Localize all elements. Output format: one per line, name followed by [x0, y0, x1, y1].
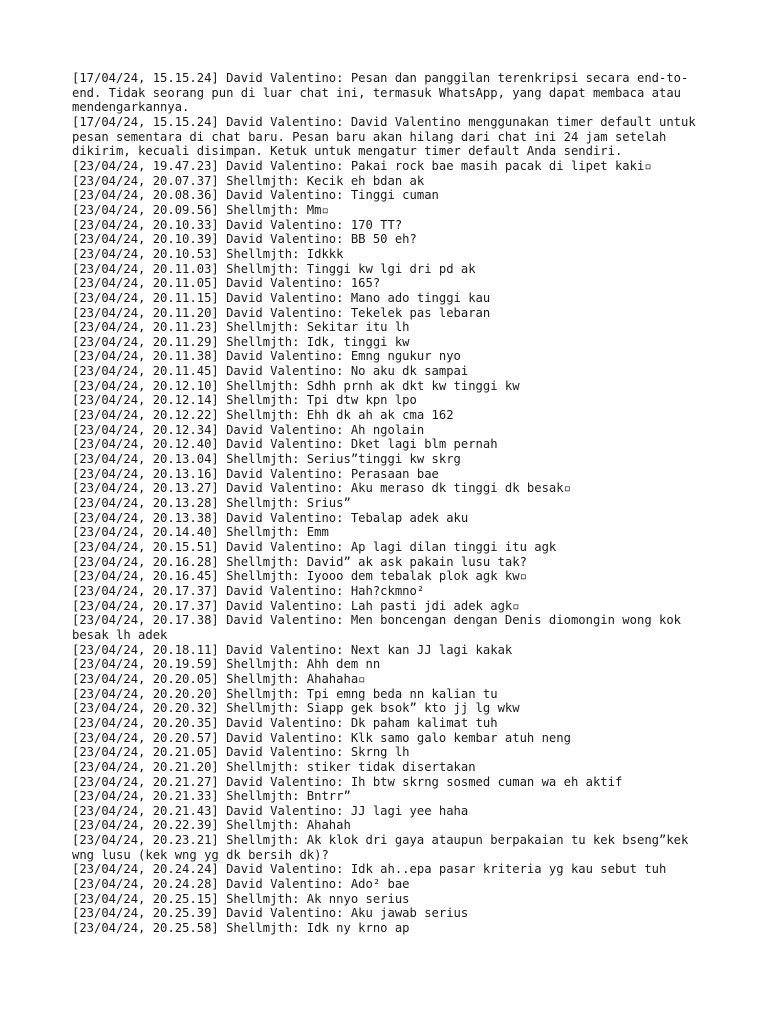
chat-message-line: [23/04/24, 20.20.32] Shellmjth: Siapp gek bsok” kto jj lg wkw [72, 701, 520, 716]
chat-message-line: [17/04/24, 15.15.24] David Valentino: David Valentino menggunakan timer default untuk pesan sementara di chat baru. Pesan baru akan hilang dari chat ini 24 jam setelah dikirim, kecuali disimpan. Ketuk untuk mengatur timer default Anda sendiri. [72, 114, 704, 159]
chat-message-line: [23/04/24, 19.47.23] David Valentino: Pakai rock bae masih pacak di lipet kaki▫ [72, 158, 652, 173]
chat-message-line: [23/04/24, 20.12.40] David Valentino: Dket lagi blm pernah [72, 437, 498, 452]
chat-message-line: [23/04/24, 20.11.38] David Valentino: Emng ngukur nyo [72, 349, 461, 364]
chat-message-line: [23/04/24, 20.13.04] Shellmjth: Serius”tinggi kw skrg [72, 452, 461, 467]
chat-message-line: [23/04/24, 20.18.11] David Valentino: Next kan JJ lagi kakak [72, 642, 513, 657]
chat-message-line: [23/04/24, 20.20.20] Shellmjth: Tpi emng beda nn kalian tu [72, 686, 498, 701]
chat-message-line: [23/04/24, 20.17.38] David Valentino: Men boncengan dengan Denis diomongin wong kok besak lh adek [72, 613, 689, 642]
chat-message-line: [23/04/24, 20.11.03] Shellmjth: Tinggi kw lgi dri pd ak [72, 261, 476, 276]
chat-message-line: [23/04/24, 20.20.05] Shellmjth: Ahahaha▫ [72, 671, 366, 686]
chat-message-line: [23/04/24, 20.25.58] Shellmjth: Idk ny krno ap [72, 921, 410, 936]
chat-message-line: [23/04/24, 20.07.37] Shellmjth: Kecik eh bdan ak [72, 173, 425, 188]
chat-message-line: [23/04/24, 20.21.27] David Valentino: Ih btw skrng sosmed cuman wa eh aktif [72, 774, 623, 789]
chat-message-line: [23/04/24, 20.12.34] David Valentino: Ah ngolain [72, 422, 425, 437]
chat-message-line: [17/04/24, 15.15.24] David Valentino: Pesan dan panggilan terenkripsi secara end-to-end. Tidak seorang pun di luar chat ini, termasuk WhatsApp, yang dapat membaca atau mendengarkannya. [72, 71, 689, 115]
chat-message-line: [23/04/24, 20.21.43] David Valentino: JJ lagi yee haha [72, 803, 469, 818]
chat-message-line: [23/04/24, 20.11.05] David Valentino: 165? [72, 276, 381, 291]
chat-message-line: [23/04/24, 20.25.39] David Valentino: Aku jawab serius [72, 906, 469, 921]
chat-message-line: [23/04/24, 20.11.29] Shellmjth: Idk, tinggi kw [72, 334, 410, 349]
chat-message-line: [23/04/24, 20.20.35] David Valentino: Dk paham kalimat tuh [72, 715, 498, 730]
chat-message-line: [23/04/24, 20.13.38] David Valentino: Tebalap adek aku [72, 510, 469, 525]
chat-message-line: [23/04/24, 20.13.16] David Valentino: Perasaan bae [72, 466, 439, 481]
chat-message-line: [23/04/24, 20.24.24] David Valentino: Idk ah..epa pasar kriteria yg kau sebut tuh [72, 862, 667, 877]
chat-message-line: [23/04/24, 20.15.51] David Valentino: Ap lagi dilan tinggi itu agk [72, 540, 557, 554]
chat-message-line: [23/04/24, 20.10.33] David Valentino: 170 TT? [72, 217, 403, 232]
chat-message-line: [23/04/24, 20.16.28] Shellmjth: David” ak ask pakain lusu tak? [72, 554, 527, 569]
chat-message-line: [23/04/24, 20.16.45] Shellmjth: Iyooo dem tebalak plok agk kw▫ [72, 569, 527, 584]
chat-message-line: [23/04/24, 20.22.39] Shellmjth: Ahahah [72, 818, 351, 833]
chat-message-line: [23/04/24, 20.20.57] David Valentino: Klk samo galo kembar atuh neng [72, 730, 571, 745]
chat-message-line: [23/04/24, 20.10.53] Shellmjth: Idkkk [72, 246, 344, 261]
chat-message-line: [23/04/24, 20.11.20] David Valentino: Tekelek pas lebaran [72, 305, 491, 320]
chat-message-line: [23/04/24, 20.14.40] Shellmjth: Emm [72, 525, 329, 540]
chat-message-line: [23/04/24, 20.21.05] David Valentino: Skrng lh [72, 745, 410, 760]
chat-transcript [72, 71, 702, 936]
chat-message-line: [23/04/24, 20.11.15] David Valentino: Mano ado tinggi kau [72, 290, 491, 305]
chat-message-line: [23/04/24, 20.25.15] Shellmjth: Ak nnyo serius [72, 891, 410, 906]
chat-message-line: [23/04/24, 20.08.36] David Valentino: Tinggi cuman [72, 188, 439, 203]
chat-message-line: [23/04/24, 20.12.10] Shellmjth: Sdhh prnh ak dkt kw tinggi kw [72, 378, 520, 393]
chat-message-line: [23/04/24, 20.21.33] Shellmjth: Bntrr” [72, 789, 351, 804]
chat-message-line: [23/04/24, 20.24.28] David Valentino: Ado² bae [72, 877, 410, 892]
chat-message-line: [23/04/24, 20.17.37] David Valentino: Lah pasti jdi adek agk▫ [72, 598, 520, 613]
chat-message-line: [23/04/24, 20.23.21] Shellmjth: Ak klok dri gaya ataupun berpakaian tu kek bseng”kek wng lusu (kek wng yg dk bersih dk)? [72, 833, 696, 862]
chat-message-line: [23/04/24, 20.12.22] Shellmjth: Ehh dk ah ak cma 162 [72, 408, 454, 423]
chat-message-line: [23/04/24, 20.19.59] Shellmjth: Ahh dem nn [72, 657, 381, 672]
chat-message-line: [23/04/24, 20.09.56] Shellmjth: Mm▫ [72, 202, 329, 217]
chat-message-line: [23/04/24, 20.12.14] Shellmjth: Tpi dtw kpn lpo [72, 393, 417, 408]
chat-message-line: [23/04/24, 20.11.45] David Valentino: No aku dk sampai [72, 364, 469, 379]
chat-message-line: [23/04/24, 20.17.37] David Valentino: Hah?ckmno² [72, 583, 425, 598]
chat-message-line: [23/04/24, 20.11.23] Shellmjth: Sekitar itu lh [72, 320, 410, 335]
chat-message-line: [23/04/24, 20.13.28] Shellmjth: Srius” [72, 496, 351, 511]
chat-message-line: [23/04/24, 20.21.20] Shellmjth: stiker tidak disertakan [72, 759, 476, 774]
chat-message-line: [23/04/24, 20.10.39] David Valentino: BB 50 eh? [72, 232, 417, 247]
chat-message-line: [23/04/24, 20.13.27] David Valentino: Aku meraso dk tinggi dk besak▫ [72, 481, 571, 496]
